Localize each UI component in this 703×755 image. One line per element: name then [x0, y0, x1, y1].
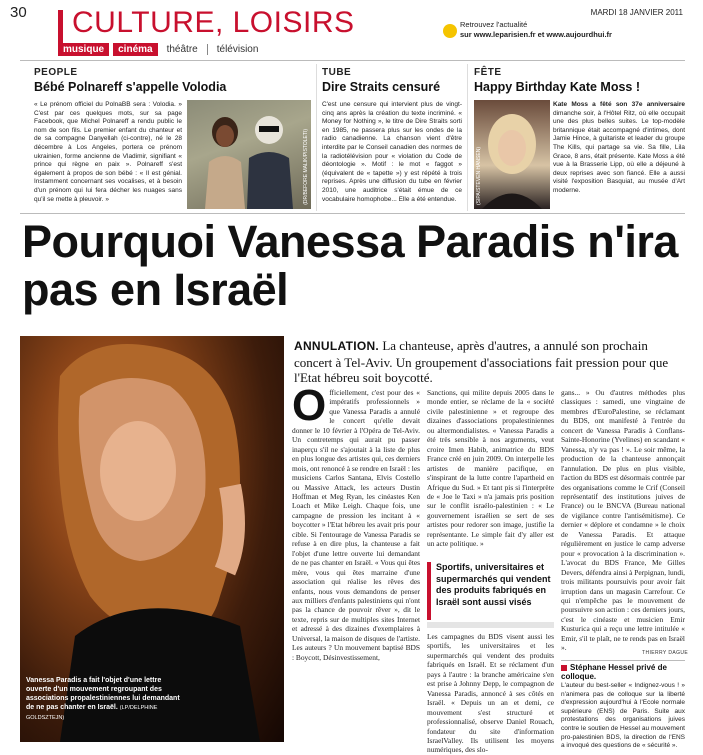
- brief-tube-title: Dire Straits censuré: [322, 80, 441, 94]
- section-tags: [58, 42, 263, 57]
- tag-cinema[interactable]: cinéma: [113, 43, 157, 56]
- article-column-3: gans... » Ou d'autres méthodes plus classiques : samedi, une vingtaine de membres d'EuroPalestine, se réclamant du BDS, ont manifesté à l'entrée du concert de Vanessa Paradis à Conflans-Sainte-Honorine (Yvelines) en scandant « Vanessa, n'y va pas ! ». Le soir même, la production de la chanteuse annonçait l'annulation. De plus en plus visible, l'action du BDS est désormais contrée par des organisations comme le Crif (Conseil représentatif des institutions juives de France) ou le BNCVA (Bureau national de vigilance contre l'antisémitisme). Ce dernier « déplore et condamne » le choix de Vanessa Paradis. Et attaque régulièrement en justice le camp adverse pour « provocation à la discrimination ». L'avocat du BDS France, Me Gilles Devers, défendra ainsi à Perpignan, lundi, trois militants poursuivis pour avoir fait irruption dans un magasin Carrefour. Ce qui n'empêche pas le mouvement de poursuivre son action : ces derniers jours, c'est le cinéaste et musicien Emir Kusturica qui a reçu une lettre intitulée « Emir, s'il te plaît, ne te rends pas en Israël ».: [561, 388, 685, 653]
- lede-text: La chanteuse, après d'autres, a annulé son prochain concert à Tel-Aviv. Un groupement d'associations fait pression pour que l'Etat hébreu soit boycotté.: [294, 338, 669, 385]
- article-lede: [294, 338, 686, 386]
- brief-tube-label: TUBE: [322, 67, 352, 78]
- kate-moss-photo: [474, 100, 550, 209]
- section-title: CULTURE, LOISIRS: [72, 6, 355, 39]
- hessel-title: [561, 663, 685, 681]
- article-column-2-top: Sanctions, qui milite depuis 2005 dans le monde entier, se réclame de la « société civile palestinienne » et regroupe des dizaines d'associations propalestiniennes ou altermondialistes. « Vanessa Paradis a été très sensible à nos arguments, veut croire Imen Habib, animatrice du BDS France créé en juin 2009. On interpelle les artistes de manière pacifique, en s'inspirant de la lutte contre l'apartheid en Afrique du Sud. » Et tant pis si l'interprète de « Joe le Taxi » n'a jamais pris position sur le conflit israélo-palestinien : « Le gouvernement israélien se sert de ses artistes pour redorer son image, justifie la représentante. Le simple fait d'y aller est un acte politique. »: [427, 388, 554, 549]
- hessel-text: L'auteur du best-seller « Indignez-vous ! » n'animera pas de colloque sur la liberté d'expression aujourd'hui à l'Ecole normale supérieure (ENS) de Paris. Suite aux protestations des organisations juives contre le soutien de Hessel au mouvement pro-palestinien BDS, la direction de l'ENS a invoqué des questions de « sécurité ».: [561, 682, 685, 750]
- web-promo-line1: Retrouvez l'actualité: [460, 20, 528, 29]
- header-rule: [20, 60, 685, 61]
- brief-people-text: « Le prénom officiel du PolnaBB sera : Volodia. » C'est par ces quelques mots, sur sa page Facebook, que Michel Polnareff a rendu public le nom de son fils. Le premier enfant du chanteur et de sa compagne Danyellah (ci-contre), né le 28 décembre à Los Angeles, portera ce prénom ukrainien, forme ancienne de Vladimir, signifiant « prince qui règne en paix ». Polnareff s'est également à propos de son bébé : « Il est génial. Instamment concernant ses vocalises, et à besoin d'un prénom qui lui fera décher les nuages sans qu'il se mette à pleuvoir. »: [34, 101, 182, 203]
- pull-quote-box: [427, 562, 554, 624]
- brief-fete-text-lead: Kate Moss a fêté son 37e anniversaire: [553, 101, 685, 108]
- column-1-text: fficiellement, c'est pour des « impératifs professionnels » que Vanessa Paradis a annulé le concert qu'elle devait donner le 10 février à l'Opéra de Tel-Aviv. Un contretemps qui aurait pu passer inaperçu s'il ne s'ajoutait à la liste de plus en plus longue des artistes qui, ces derniers mois, ont renoncé à se rendre en Israël : les musiciens Carlos Santana, Elvis Costello ou Massive Attack, les acteurs Dustin Hoffman et Meg Ryan, les cinéastes Ken Loach et Mike Leigh. Chaque fois, une campagne de pression les incitant à « boycotter » l'Etat hébreu les avait pris pour cible. Si l'entourage de Vanessa Paradis se refuse à en dire plus, la chanteuse a fait l'objet d'une lettre ouverte lui demandant de ne pas chanter en Israël. « Vous qui êtes mère, vous qui êtes marraine d'une association qui réalise les rêves des enfants, nous vous demandons de penser aux milliers d'enfants palestiniens qui n'ont pas la chance de pouvoir rêver », dit le texte, repris sur de multiples sites Internet et adressé à des dizaines d'exemplaires à Universal, la maison de disques de l'artiste. Les auteurs ? Un mouvement baptisé BDS : Boycott, Désinvestissement,: [292, 388, 420, 662]
- web-promo[interactable]: [460, 20, 612, 40]
- brief-people-title: Bébé Polnareff s'appelle Volodia: [34, 80, 227, 94]
- author-signature: THIERRY DAGUE: [642, 650, 689, 656]
- brief-fete-text: [553, 101, 685, 209]
- brief-divider-2: [467, 64, 468, 211]
- article-column-2-bottom: Les campagnes du BDS visent aussi les sportifs, les universitaires et les supermarchés qui vendent des produits fabriqués en Israël. Et se réclament d'un pays à l'autre : la branche américaine s'en est prise à Johnny Depp, le compagnon de Vanessa Paradis, annoncé à ses côtés en Israël. « Depuis un an et demi, ce mouvement s'est structuré et professionnalisé, observe Daniel Rouach, fondateur du site d'information IsraelValley. Ils utilisent les moyens numériques, des slo-: [427, 632, 554, 755]
- briefs-rule: [20, 213, 685, 214]
- hessel-bullet-icon: [561, 665, 567, 671]
- brief-people-label: PEOPLE: [34, 67, 78, 78]
- photo-caption: [26, 676, 186, 723]
- brief-fete-label: FÊTE: [474, 67, 502, 78]
- pull-quote-shadow: [427, 622, 554, 628]
- tag-divider: [207, 44, 208, 55]
- kate-photo-credit: (SIPA/STEVEN HANSEN): [476, 147, 482, 205]
- dropcap: O: [292, 381, 327, 430]
- polnareff-couple-illustration: [187, 100, 311, 209]
- hessel-rule: [561, 660, 685, 661]
- issue-date: MARDI 18 JANVIER 2011: [590, 8, 683, 17]
- hessel-brief: [561, 663, 685, 752]
- pull-quote-text: Sportifs, universitaires et supermarchés qui vendent des produits fabriqués en Israël sont aussi visés: [436, 562, 551, 607]
- pull-quote-accent: [427, 562, 431, 620]
- brief-fete-text-body: dimanche soir, à l'Hôtel Ritz, où elle occupait une des plus belles suites. Le top-modèle britannique était accompagné d'intimes, dont Jamie Hince, à guitariste et leader du groupe The Kills, qui partage sa vie. Sa fille, Lila Grace, 8 ans, était présente. Kate Moss a été vue à la Brasserie Lipp, où elle a déjeuné à deux reprises avec son fiancé. Elle a aussi visité l'exposition Basquiat, au musée d'Art moderne.: [553, 109, 685, 194]
- article-column-1: [292, 381, 420, 744]
- page-number: 30: [10, 4, 27, 21]
- brief-divider-1: [316, 64, 317, 211]
- brief-tube-text: C'est une censure qui intervient plus de vingt-cinq ans après la création du texte incriminé. « Money for Nothing », le titre de Dire Straits sorti en 1985, ne passera plus sur les ondes de la radio canadienne. La chanson vient d'être interdite par le Conseil canadien des normes de la radiotélévision pour « violation du Code de déontologie ». Motif : le mot « faggot » (équivalent de « tapette ») y est répété à trois reprises. Après une diffusion du tube en février 2010, une auditrice s'était émue de ce vocabulaire homophobe... Elle a été entendue.: [322, 101, 462, 203]
- lede-label: ANNULATION.: [294, 339, 380, 353]
- tag-theatre[interactable]: théâtre: [166, 44, 198, 55]
- polnareff-photo: [187, 100, 311, 209]
- web-promo-line2: sur www.leparisien.fr et www.aujourdhui.fr: [460, 30, 612, 39]
- article-headline: Pourquoi Vanessa Paradis n'ira pas en Israël: [22, 216, 678, 315]
- tag-television[interactable]: télévision: [216, 44, 259, 55]
- kate-moss-illustration: [474, 100, 550, 209]
- photo-caption-credit: (LP/DELPHINE GOLDSZTEJN): [26, 705, 158, 721]
- web-promo-icon: [443, 24, 457, 38]
- photo-caption-text: Vanessa Paradis a fait l'objet d'une lettre ouverte d'un mouvement regroupant des associations propalestiniennes lui demandant de ne pas chanter en Israël.: [26, 677, 180, 711]
- hessel-title-text: Stéphane Hessel privé de colloque.: [561, 663, 667, 681]
- polnareff-photo-credit: (DR/BEFORE MALIK/PISTOLETI): [303, 129, 309, 205]
- tag-musique[interactable]: musique: [58, 43, 109, 56]
- brief-fete-title: Happy Birthday Kate Moss !: [474, 80, 641, 94]
- vanessa-paradis-photo: [20, 336, 284, 742]
